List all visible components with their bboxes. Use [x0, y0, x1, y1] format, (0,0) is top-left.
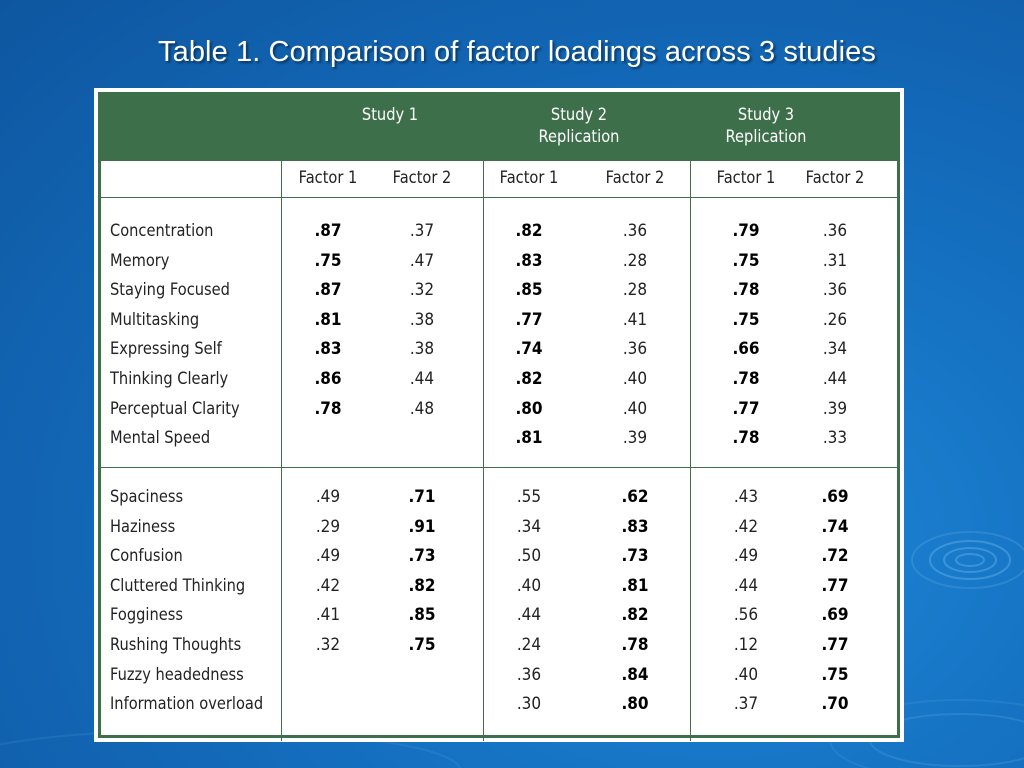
row-label: Cluttered Thinking	[110, 575, 246, 596]
factor-header: Factor 2	[805, 168, 865, 188]
table-cell: .78	[621, 635, 649, 655]
table-cell: .78	[732, 280, 760, 301]
column-divider-2	[483, 161, 484, 741]
table-cell: .43	[733, 487, 759, 507]
table-cell: .81	[314, 309, 342, 330]
row-label: Fuzzy headedness	[110, 664, 244, 685]
row-label: Spaciness	[110, 487, 184, 507]
table-cell: .55	[516, 487, 542, 507]
table-cell: .69	[821, 605, 849, 626]
table-cell: .40	[622, 369, 648, 389]
table-cell: .74	[821, 516, 849, 537]
table-cell: .75	[314, 250, 342, 271]
table-cell: .36	[622, 339, 648, 360]
factor-header: Factor 1	[298, 168, 358, 188]
table-cell: .38	[409, 309, 435, 330]
table-cell: .44	[733, 575, 759, 596]
factor-header: Factor 1	[716, 168, 776, 188]
table-cell: .39	[622, 428, 648, 449]
table-cell: .75	[408, 635, 436, 655]
row-label: Staying Focused	[110, 280, 230, 301]
table-cell: .80	[515, 398, 543, 419]
table-cell: .34	[516, 516, 542, 537]
table-cell: .47	[409, 250, 435, 271]
row-label: Perceptual Clarity	[110, 398, 240, 419]
table-cell: .75	[821, 664, 849, 685]
table-cell: .62	[621, 487, 649, 507]
table-cell: .36	[622, 221, 648, 241]
table-cell: .32	[315, 635, 341, 655]
table-cell: .82	[408, 575, 436, 596]
header-divider	[101, 197, 897, 198]
table-cell: .81	[621, 575, 649, 596]
table-cell: .73	[408, 546, 436, 567]
row-label: Confusion	[110, 546, 183, 567]
row-label: Expressing Self	[110, 339, 222, 360]
factor-loadings-table	[94, 88, 904, 742]
table-cell: .82	[515, 221, 543, 241]
table-cell: .49	[733, 546, 759, 567]
table-cell: .69	[821, 487, 849, 507]
table-cell: .48	[409, 398, 435, 419]
table-cell: .77	[515, 309, 543, 330]
table-cell: .75	[732, 309, 760, 330]
table-cell: .78	[732, 428, 760, 449]
study-1-header: Study 1	[361, 105, 419, 125]
row-label: Mental Speed	[110, 428, 211, 449]
table-cell: .12	[733, 635, 759, 655]
table-cell: .39	[822, 398, 848, 419]
table-cell: .83	[515, 250, 543, 271]
table-cell: .41	[315, 605, 341, 626]
table-cell: .83	[621, 516, 649, 537]
table-cell: .49	[315, 487, 341, 507]
factor-header: Factor 1	[499, 168, 559, 188]
table-cell: .72	[821, 546, 849, 567]
table-cell: .75	[732, 250, 760, 271]
table-cell: .36	[822, 221, 848, 241]
table-cell: .70	[821, 694, 849, 715]
table-cell: .37	[409, 221, 435, 241]
table-cell: .82	[515, 369, 543, 389]
table-cell: .38	[409, 339, 435, 360]
factor-header: Factor 2	[605, 168, 665, 188]
table-cell: .86	[314, 369, 342, 389]
table-cell: .84	[621, 664, 649, 685]
table-cell: .50	[516, 546, 542, 567]
table-cell: .32	[409, 280, 435, 301]
row-label: Memory	[110, 250, 170, 271]
table-cell: .66	[732, 339, 760, 360]
table-cell: .24	[516, 635, 542, 655]
table-cell: .74	[515, 339, 543, 360]
row-label: Fogginess	[110, 605, 183, 626]
table-cell: .85	[408, 605, 436, 626]
slide-title: Table 1. Comparison of factor loadings across 3 studies	[158, 36, 876, 68]
table-cell: .73	[621, 546, 649, 567]
table-cell: .83	[314, 339, 342, 360]
table-cell: .77	[821, 635, 849, 655]
table-cell: .87	[314, 221, 342, 241]
table-cell: .40	[733, 664, 759, 685]
table-cell: .28	[622, 250, 648, 271]
table-cell: .77	[821, 575, 849, 596]
table-cell: .87	[314, 280, 342, 301]
table-body	[98, 92, 900, 738]
table-cell: .28	[622, 280, 648, 301]
table-cell: .36	[822, 280, 848, 301]
table-cell: .42	[733, 516, 759, 537]
table-cell: .80	[621, 694, 649, 715]
table-cell: .40	[516, 575, 542, 596]
table-cell: .37	[733, 694, 759, 715]
column-divider-3	[690, 161, 691, 741]
table-cell: .44	[409, 369, 435, 389]
table-cell: .78	[314, 398, 342, 419]
row-label: Multitasking	[110, 309, 200, 330]
table-cell: .79	[732, 221, 760, 241]
table-cell: .33	[822, 428, 848, 449]
row-label: Concentration	[110, 221, 214, 241]
table-cell: .40	[622, 398, 648, 419]
study-2-header: Study 2 Replication	[538, 105, 620, 147]
table-cell: .41	[622, 309, 648, 330]
row-label: Thinking Clearly	[110, 369, 229, 389]
row-label: Information overload	[110, 694, 264, 715]
table-cell: .49	[315, 546, 341, 567]
table-cell: .30	[516, 694, 542, 715]
table-cell: .26	[822, 309, 848, 330]
row-label: Rushing Thoughts	[110, 635, 242, 655]
table-cell: .78	[732, 369, 760, 389]
table-cell: .91	[408, 516, 436, 537]
table-cell: .42	[315, 575, 341, 596]
table-cell: .71	[408, 487, 436, 507]
row-label: Haziness	[110, 516, 176, 537]
table-cell: .31	[822, 250, 848, 271]
table-cell: .85	[515, 280, 543, 301]
factor-header: Factor 2	[392, 168, 452, 188]
table-cell: .44	[516, 605, 542, 626]
table-cell: .81	[515, 428, 543, 449]
table-cell: .29	[315, 516, 341, 537]
table-cell: .36	[516, 664, 542, 685]
table-cell: .82	[621, 605, 649, 626]
study-3-header: Study 3 Replication	[725, 105, 807, 147]
table-cell: .77	[732, 398, 760, 419]
table-cell: .56	[733, 605, 759, 626]
table-cell: .44	[822, 369, 848, 389]
group-divider	[101, 467, 897, 468]
table-cell: .34	[822, 339, 848, 360]
column-divider-1	[281, 161, 282, 741]
